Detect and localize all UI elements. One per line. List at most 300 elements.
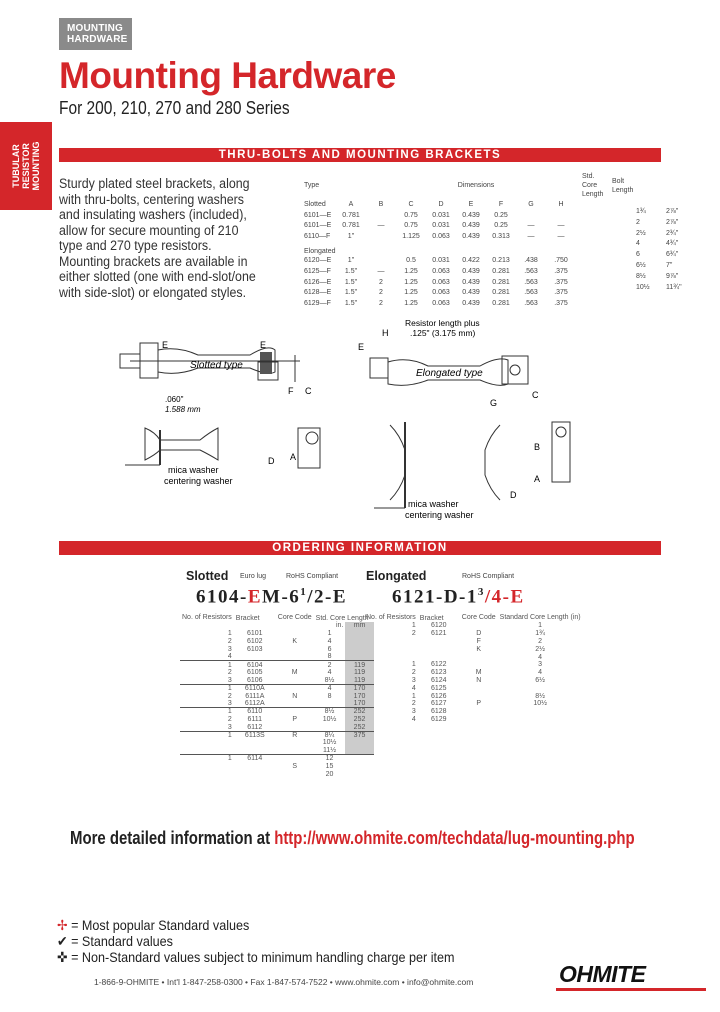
dim-col-a: A [348,200,354,208]
order-cell: 11½ [322,746,337,754]
dim-cell: 1.5" [344,267,358,275]
dim-cell: .375 [554,267,568,275]
order-cell: 6128 [431,708,447,716]
order-cell: D [476,630,482,638]
order-cell [314,700,346,708]
elongated-order-row [364,630,583,638]
label-b: B [534,442,541,452]
dim-cell: 0.439 [462,222,480,230]
elongated-ordering-table [364,614,583,723]
order-cell [364,645,418,653]
dim-cell: 6110—F [304,233,331,241]
order-cell: 2 [411,630,416,638]
dim-row-elongated_rows-2 [304,277,636,288]
elong-side-curve-right [485,425,500,500]
slotted-order-row [180,708,374,716]
order-cell: 6104 [247,661,263,669]
order-cell: R [292,731,298,739]
dim-cell: 6101—E [304,222,332,230]
dim-header-slotted: Slotted [304,200,326,208]
order-cell: M [475,669,482,677]
dim-col-f: F [498,200,504,208]
section-bar-thru-bolts: THRU-BOLTS AND MOUNTING BRACKETS [59,148,661,162]
order-cell: 6127 [431,700,447,708]
slotted-part-number: $6104-EM-6^1/2-E$ [196,586,348,608]
bolt-length: 4¾" [666,240,679,248]
ohmite-logo: OHMITE [559,961,646,987]
order-cell: 8¼ [324,731,335,739]
label-g: G [490,398,498,408]
order-cell: 119 [345,661,373,669]
dim-cell: 0.031 [432,211,450,219]
order-cell: 4 [538,669,543,677]
order-cell: 10½ [533,700,547,708]
dim-cell: 0.781 [342,222,360,230]
order-cell [276,739,314,747]
order-cell [418,653,460,661]
order-cell: 1 [327,630,332,638]
elongated-order-row [364,645,583,653]
page-title: Mounting Hardware [59,55,396,96]
dim-cell: 2 [379,278,383,286]
order-cell [460,684,498,692]
dim-row-slotted_rows-2 [304,231,636,242]
core-length: 2½ [636,229,646,237]
slotted-order-row [180,739,374,747]
dim-063: .060" [165,395,184,404]
ord-h-in: in. [335,622,344,630]
order-cell: 1 [227,685,232,693]
order-cell: 1 [411,661,416,669]
order-cell [345,755,373,763]
dim-cell: 1.125 [402,233,420,241]
order-cell: 2½ [535,645,545,653]
core-length: 6 [636,251,640,259]
order-cell: 6106 [247,676,263,684]
slotted-order-row [180,661,374,669]
bolt-length: 11¾" [666,283,682,291]
centering-washer-label: centering washer [164,476,233,486]
dim-cell: 0.439 [462,211,480,219]
label-e-right: E [260,340,267,350]
label-c-elong: C [532,390,539,400]
legend-item-standard: ✔ = Standard values [57,933,173,949]
rohs-label-elongated: RoHS Compliant [462,573,515,580]
dim-cell: 0.063 [432,278,450,286]
label-c: C [305,386,312,396]
dimensions-table [304,172,636,309]
ord-el-h-core: Core Code [461,614,496,621]
bolt-length: 2⅞" [666,208,679,215]
order-cell: M [291,669,298,677]
label-e: E [162,340,169,350]
order-cell: 2 [327,661,332,669]
elongated-order-row [364,653,583,661]
order-cell: P [476,700,482,708]
order-cell: 2 [411,700,416,708]
order-cell: 119 [345,677,373,685]
dim-col-g: G [528,200,534,208]
ord-h-std: Std. Core Length [315,614,369,622]
order-cell: 252 [345,723,373,731]
order-cell: 3 [227,723,232,731]
order-cell: 3 [227,645,232,653]
core-bolt-row [636,229,682,240]
euro-lug-label: Euro lug [240,573,267,580]
order-cell [234,739,276,747]
elongated-top-view [358,318,539,408]
dim-cell: — [527,233,535,241]
order-cell: 6113S [244,731,265,739]
more-info-text: More detailed information at [70,828,275,848]
dim-cell: 6125—F [304,267,331,275]
elong-bracket-end [552,422,570,482]
order-cell: 15 [325,762,334,770]
slotted-order-row [180,700,374,708]
badge-line1: MOUNTING [67,23,124,34]
order-cell: K [476,645,482,653]
more-info-link[interactable]: http://www.ohmite.com/techdata/lug-mounting.php [274,828,635,848]
dim-cell: — [557,233,565,241]
core-bolt-row [636,207,682,218]
dim-cell: 1.25 [404,278,418,286]
order-cell: 170 [345,700,373,708]
order-cell: 10½ [322,715,337,723]
order-cell: F [476,637,481,645]
core-length: 10½ [636,283,650,291]
order-cell [364,653,418,661]
order-cell: 6110A [244,685,265,693]
order-cell [345,770,373,778]
core-bolt-row [636,218,682,229]
core-bolt-row [636,283,682,294]
slotted-order-row [180,747,374,755]
order-cell: 6123 [431,669,447,677]
legend-item-popular: ✢ = Most popular Standard values [57,917,250,933]
order-cell: 6125 [431,684,447,692]
resistor-side [145,428,218,460]
core-length: 6½ [636,261,646,269]
slotted-ordering-table [180,614,374,778]
popular-icon: ✢ [57,917,68,933]
dim-col-e: E [468,200,474,208]
order-cell [276,645,314,653]
slotted-order-row [180,770,374,778]
dim-cell: 1" [347,257,355,265]
order-cell: 10½ [322,739,337,747]
dim-cell: 0.031 [432,222,450,230]
elongated-order-row [364,669,583,677]
slotted-order-row [180,684,374,692]
order-cell: 6103 [247,645,263,653]
dim-cell: 0.25 [494,222,508,230]
dim-cell: 0.75 [404,222,418,230]
order-cell [276,700,314,708]
order-cell: 1 [411,622,416,630]
dim-cell: 0.063 [432,233,450,241]
order-cell: 6111A [245,692,265,700]
elongated-bracket-left [370,358,388,378]
order-cell: 6121 [431,630,447,638]
dim-cell: 0.281 [492,300,510,308]
order-cell [180,762,234,770]
order-cell: 6112 [247,723,263,731]
order-cell [276,770,314,778]
label-a: A [290,452,297,462]
order-cell: 6105 [247,669,263,677]
order-cell: 2 [227,715,232,723]
label-a-elong: A [534,474,541,484]
order-cell: 6102 [247,637,263,645]
order-cell: K [292,637,298,645]
elongated-bracket-right [502,356,528,384]
order-cell: 6126 [431,692,447,700]
order-cell: 1 [227,630,232,638]
order-cell: 4 [327,669,332,677]
order-cell [276,677,314,685]
dim-cell: 0.75 [404,211,418,219]
description-text: Sturdy plated steel brackets, along with thru-bolts, centering washers and insulating washers (included), allow for secure mounting of 210 type and 270 type resistors. Mounting brackets are available in either slotted (one with end-slot/one with side-slot) or elongated styles. [59,176,256,300]
order-cell: 2 [227,669,232,677]
legend-item-nonstandard: ✜ = Non-Standard values subject to minimum handling charge per item [57,949,455,965]
dim-row-elongated_rows-3 [304,288,636,299]
order-cell: 170 [345,692,373,700]
order-cell: 20 [325,770,334,778]
order-cell: 8½ [535,692,545,700]
order-cell: 2 [538,637,543,645]
slotted-order-row [180,731,374,739]
order-cell: 1¾ [535,630,545,638]
elongated-order-row [364,700,583,708]
order-cell [460,661,498,669]
dim-cell: 0.281 [492,289,510,297]
order-cell: 6112A [244,700,265,708]
bolt-length: 9⅞" [666,272,679,280]
core-bolt-row [636,250,682,261]
centering-washer-label-elong: centering washer [405,510,474,520]
order-cell [498,684,583,692]
dim-cell: 2 [379,289,383,297]
order-cell: 6120 [431,622,447,630]
core-length: 4 [636,240,640,248]
dim-header-bolt: Bolt Length [612,177,634,194]
ord-h-bracket: Bracket [235,614,260,622]
dim-header-type: Type [304,182,320,189]
dim-cell: 0.439 [462,233,480,241]
dim-cell: 6129—F [304,300,331,308]
core-length: 1¾ [636,208,646,215]
dim-mm: 1.588 mm [165,405,201,414]
dim-cell: — [527,222,535,230]
elongated-order-row [364,622,583,630]
order-cell: 170 [345,684,373,692]
dim-cell: .563 [524,289,538,297]
elongated-type-label: Elongated type [416,368,483,379]
order-cell [276,708,314,716]
dim-cell [366,210,396,221]
order-cell: S [292,762,298,770]
order-cell: 1 [227,731,232,739]
order-cell: 4 [411,684,416,692]
mica-washer-label-elong: mica washer [408,499,459,509]
order-cell: 252 [345,716,373,724]
order-cell [276,723,314,731]
dim-row-slotted_rows-0 [304,210,636,221]
order-cell [345,747,373,755]
elongated-order-row [364,677,583,685]
dim-cell: 0.063 [432,289,450,297]
slotted-order-row [180,762,374,770]
label-e-elong: E [358,342,365,352]
section-badge [59,18,132,50]
order-cell [460,716,498,724]
order-cell: 375 [345,731,373,739]
order-cell [276,747,314,755]
dim-header-dimensions: Dimensions [457,182,495,189]
bolt-length: 2⅞" [666,218,679,226]
order-cell [276,653,314,661]
order-cell: 4 [327,685,332,693]
dim-cell: .375 [554,300,568,308]
order-cell [345,739,373,747]
core-bolt-row [636,272,682,283]
elongated-order-row [364,692,583,700]
order-cell [234,770,276,778]
slotted-title: Slotted [186,569,229,583]
dim-cell: 0.213 [492,257,510,265]
order-cell: 1 [227,708,232,716]
dim-cell: 0.281 [492,267,510,275]
dim-cell: 0.5 [406,257,416,265]
dim-cell: 1.5" [344,289,358,297]
logo-underline [556,988,706,991]
mica-washer-label: mica washer [168,465,219,475]
dim-cell: 1.5" [344,300,358,308]
dim-cell: .563 [524,300,538,308]
elong-side-curve-left [390,425,405,500]
rohs-label-slotted: RoHS Compliant [286,573,339,580]
order-cell: 3 [411,708,416,716]
order-cell: P [292,715,298,723]
bolt-length: 6¾" [666,251,679,259]
dim-cell: .563 [524,278,538,286]
slotted-order-row [180,653,374,661]
slotted-top-view [120,340,312,414]
order-cell: 4 [411,715,416,723]
check-icon: ✔ [57,933,68,949]
order-cell: 6101 [247,630,263,638]
dim-header-std-core: Std. Core Length [582,173,604,198]
order-cell [418,645,460,653]
order-cell: 4 [227,653,232,661]
dim-cell: 0.031 [432,257,450,265]
dim-cell: 1" [347,233,355,241]
order-cell [234,762,276,770]
order-cell [460,622,498,630]
order-cell [180,747,234,755]
resistor-length-label: Resistor length plus [405,318,480,328]
dim-cell: 0.281 [492,278,510,286]
order-cell [498,708,583,716]
dim-cell [546,210,576,221]
ord-h-core: Core Code [277,614,312,621]
elongated-hole [510,365,520,375]
order-cell [234,747,276,755]
core-bolt-row [636,261,682,272]
dim-cell: 0.439 [462,300,480,308]
order-cell: 2 [227,692,232,700]
footer-contact: 1-866-9-OHMITE • Int'l 1-847-258-0300 • Fax 1-847-574-7522 • www.ohmite.com • info@ohmite.com [94,977,474,987]
ord-el-h-no: No. of Resistors [366,614,416,621]
order-cell [180,770,234,778]
dim-cell: .750 [554,257,568,265]
dim-cell: 0.781 [342,211,360,219]
ord-el-h-bracket: Bracket [419,614,444,622]
slotted-order-row [180,755,374,763]
order-cell [460,692,498,700]
mounting-diagrams [100,310,600,530]
order-cell: 8 [327,653,332,661]
slotted-order-row [180,716,374,724]
elongated-side-view [374,422,570,520]
order-cell: N [476,676,482,684]
elong-end-hole [556,427,566,437]
dim-cell: — [377,222,385,230]
dim-cell: 6120—E [304,257,332,265]
order-cell: 6111 [247,715,263,723]
elongated-order-row [364,708,583,716]
dim-cell: 0.422 [462,257,480,265]
dim-col-h: H [558,200,564,208]
dim-header-elongated: Elongated [304,248,336,256]
order-cell: 6½ [535,676,545,684]
order-cell: 8½ [324,676,335,684]
nonstandard-icon: ✜ [57,949,68,965]
label-d: D [268,456,275,466]
order-cell: 252 [345,708,373,716]
dim-cell [366,231,396,242]
core-bolt-row [636,239,682,250]
order-cell [276,630,314,638]
elongated-order-row [364,661,583,669]
dim-row-slotted_rows-1 [304,221,636,232]
elongated-order-row [364,684,583,692]
dim-cell [366,255,396,266]
dim-cell: 1.5" [344,278,358,286]
order-cell: 2 [411,669,416,677]
dim-cell [516,210,546,221]
order-cell: 3 [227,700,232,708]
side-tab-line3: MOUNTING [31,141,41,191]
dim-cell: 1.25 [404,300,418,308]
order-cell: 4 [538,653,543,661]
slotted-order-row [180,677,374,685]
dim-col-c: C [408,200,414,208]
order-cell: 3 [227,676,232,684]
dim-row-elongated_rows-4 [304,298,636,309]
order-cell: 1 [538,622,543,630]
page-subtitle: For 200, 210, 270 and 280 Series [59,98,290,118]
order-cell: 119 [345,669,373,677]
side-tab-line2: RESISTOR [21,143,31,189]
order-cell [314,723,346,731]
order-cell: 8 [327,692,332,700]
dim-cell: .375 [554,289,568,297]
dim-cell: 0.063 [432,300,450,308]
order-cell: 6124 [431,676,447,684]
order-cell: 4 [327,637,332,645]
ord-h-no: No. of Resistors [182,614,232,621]
